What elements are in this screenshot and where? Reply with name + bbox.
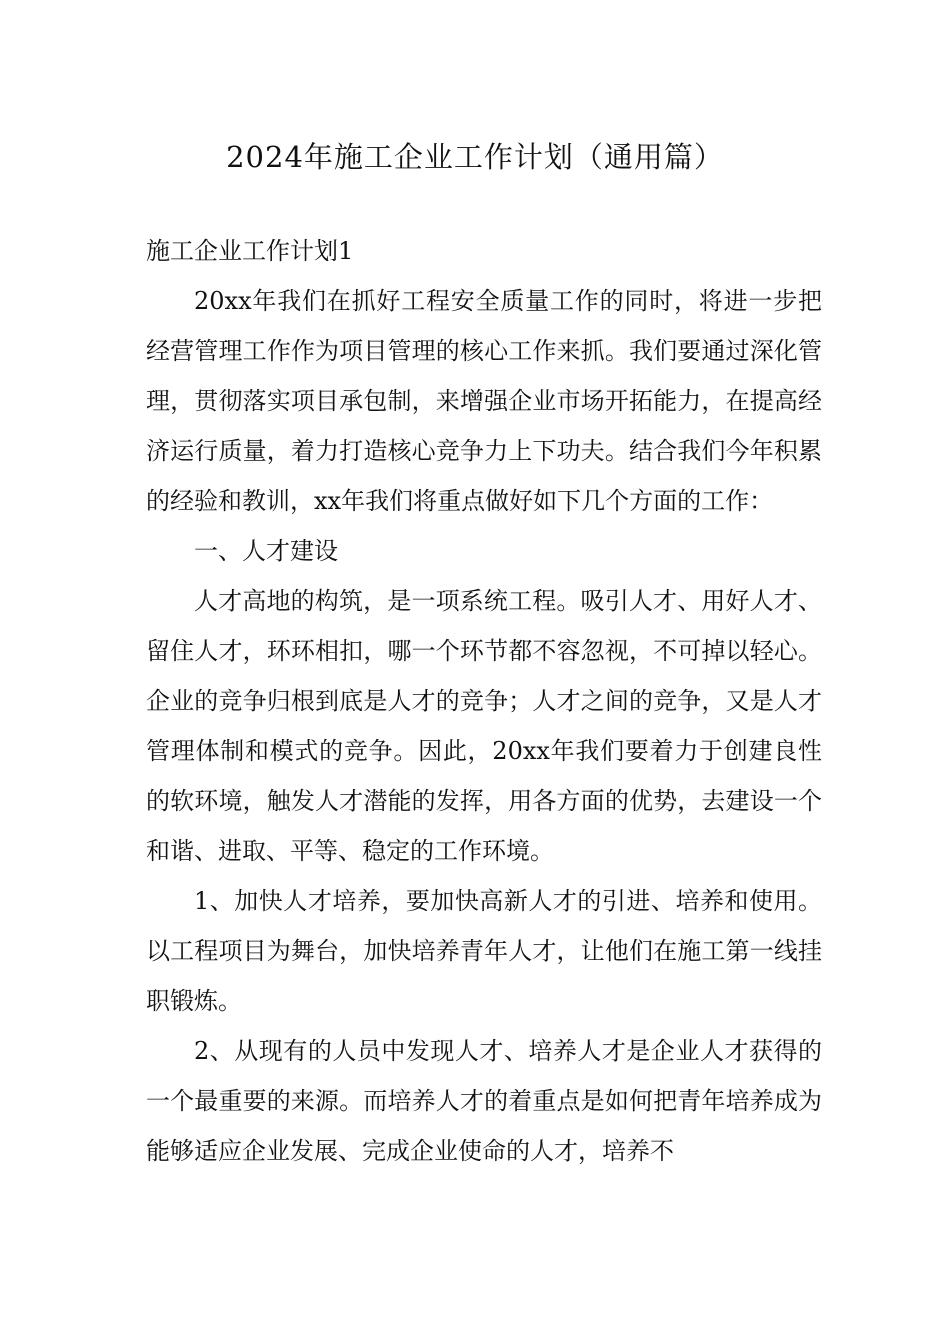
document-title: 2024年施工企业工作计划（通用篇）: [226, 140, 724, 174]
paragraph-item-1: 1、加快人才培养，要加快高新人才的引进、培养和使用。以工程项目为舞台，加快培养青年人才，让他们在施工第一线挂职锻炼。: [146, 887, 822, 1015]
paragraph-talent-overview: 人才高地的构筑，是一项系统工程。吸引人才、用好人才、留住人才，环环相扣，哪一个环节都不容忽视，不可掉以轻心。企业的竞争归根到底是人才的竞争；人才之间的竞争，又是人才管理体制和模式的竞争。因此，20xx年我们要着力于创建良性的软环境，触发人才潜能的发挥，用各方面的优势，去建设一个和谐、进取、平等、稳定的工作环境。: [146, 587, 822, 865]
document-body: [146, 276, 822, 1176]
section-heading: 施工企业工作计划1: [146, 237, 354, 265]
paragraph-item-2: 2、从现有的人员中发现人才、培养人才是企业人才获得的一个最重要的来源。而培养人才的着重点是如何把青年培养成为能够适应企业发展、完成企业使命的人才，培养不: [146, 1037, 822, 1165]
paragraph-heading-talent: 一、人才建设: [194, 537, 338, 565]
paragraph-intro: 20xx年我们在抓好工程安全质量工作的同时，将进一步把经营管理工作作为项目管理的核心工作来抓。我们要通过深化管理，贯彻落实项目承包制，来增强企业市场开拓能力，在提高经济运行质量，着力打造核心竞争力上下功夫。结合我们今年积累的经验和教训，xx年我们将重点做好如下几个方面的工作：: [146, 287, 822, 515]
